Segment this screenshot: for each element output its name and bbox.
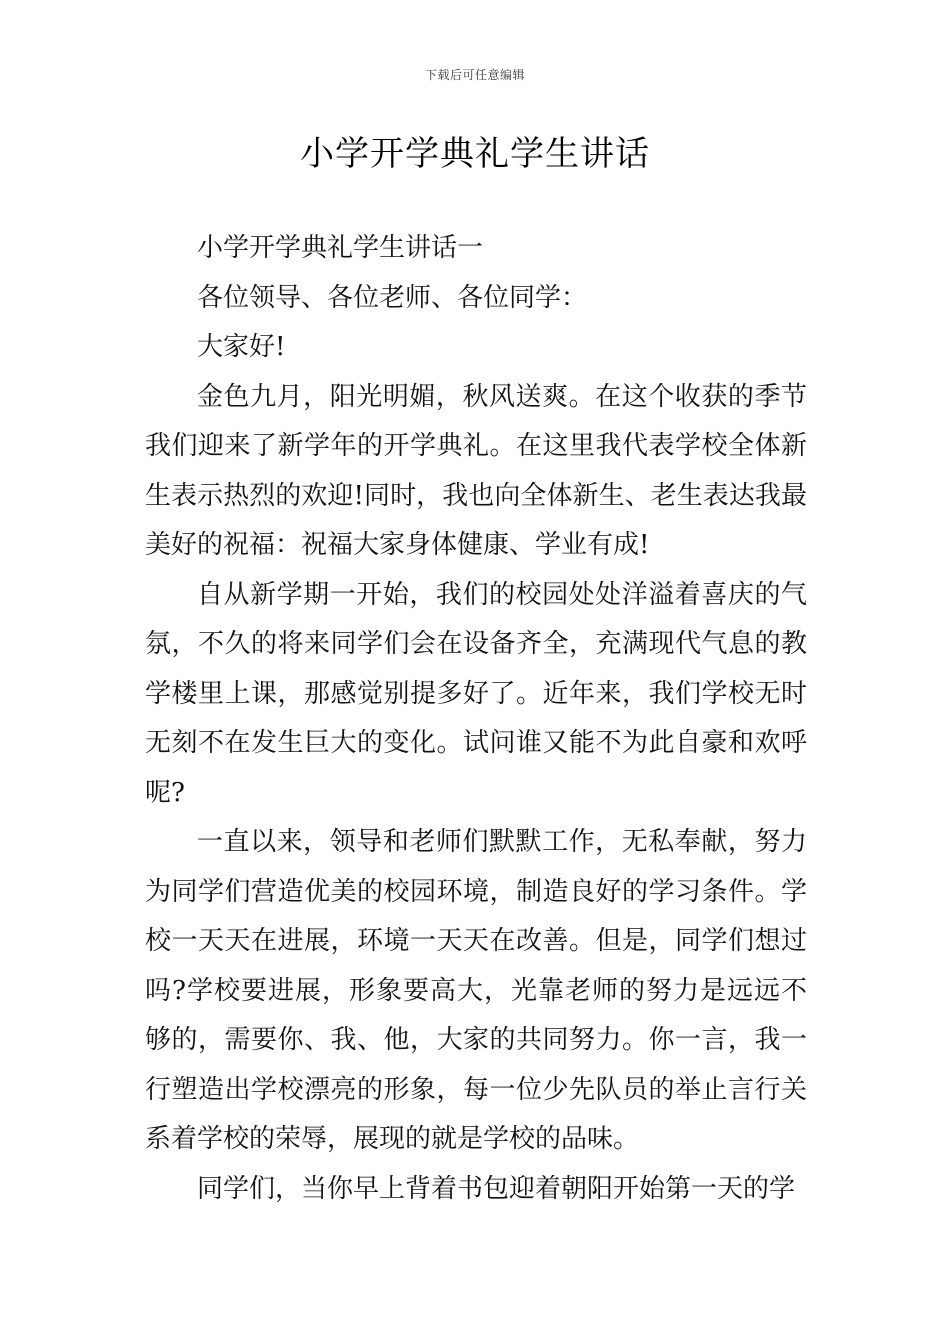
paragraph: 小学开学典礼学生讲话一 <box>197 233 484 263</box>
paragraph: 各位领导、各位老师、各位同学： <box>197 282 588 313</box>
paragraph: 大家好! <box>197 332 286 362</box>
document-body <box>145 224 807 1214</box>
document-title: 小学开学典礼学生讲话 <box>300 134 650 174</box>
paragraph: 自从新学期一开始，我们的校园处处洋溢着喜庆的气氛，不久的将来同学们会在设备齐全，充满现代气息的教学楼里上课，那感觉别提多好了。近年来，我们学校无时无刻不在发生巨大的变化。试问谁又能不为此自豪和欢呼呢? <box>145 579 807 808</box>
header-note: 下载后可任意编辑 <box>424 68 525 82</box>
paragraph: 一直以来，领导和老师们默默工作，无私奉献，努力为同学们营造优美的校园环境，制造良好的学习条件。学校一天天在进展，环境一天天在改善。但是，同学们想过吗?学校要进展，形象要高大，光靠老师的努力是远远不够的，需要你、我、他，大家的共同努力。你一言，我一行塑造出学校漂亮的形象，每一位少先队员的举止言行关系着学校的荣辱，展现的就是学校的品味。 <box>145 827 807 1154</box>
paragraph: 同学们，当你早上背着书包迎着朝阳开始第一天的学 <box>197 1173 796 1204</box>
paragraph: 金色九月，阳光明媚，秋风送爽。在这个收获的季节我们迎来了新学年的开学典礼。在这里我代表学校全体新生表示热烈的欢迎!同时，我也向全体新生、老生表达我最美好的祝福：祝福大家身体健康、学业有成! <box>145 381 807 560</box>
